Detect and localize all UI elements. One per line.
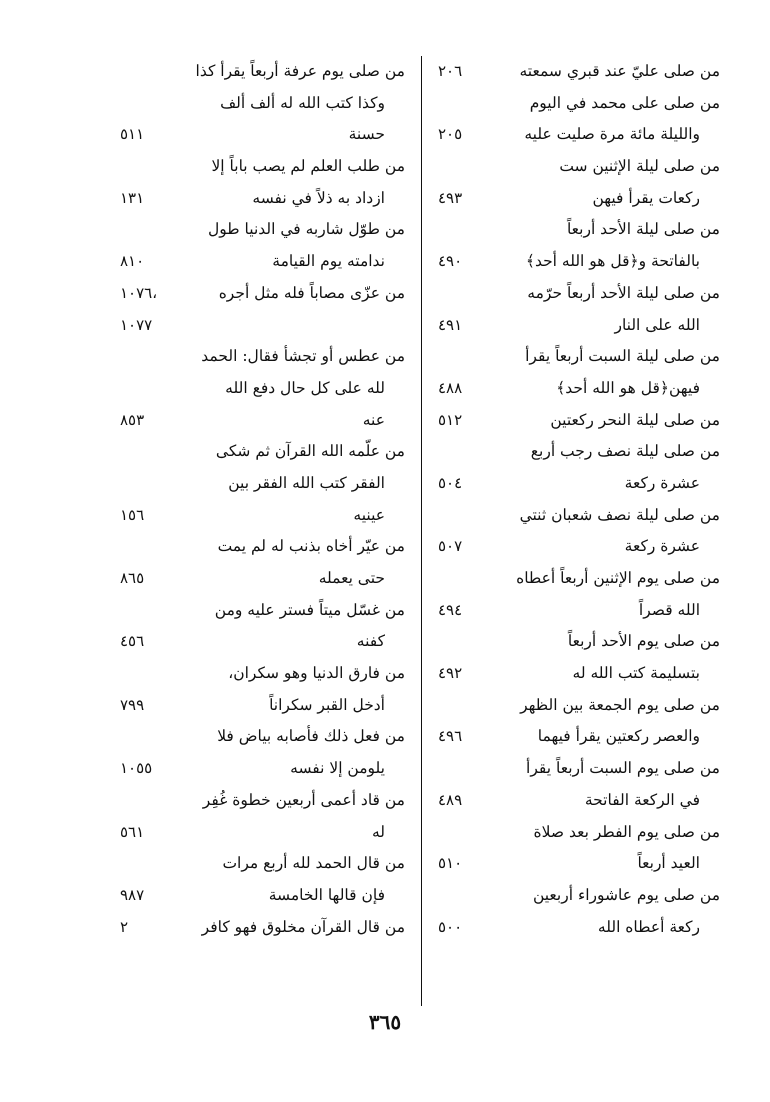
index-entry-line: [438, 721, 720, 753]
index-entry-line: [438, 785, 720, 817]
index-entry-line: [120, 817, 405, 849]
entry-text: حسنة: [348, 125, 385, 144]
entry-page-ref: ٥٠٧: [438, 537, 463, 556]
index-entry-line: [120, 119, 405, 151]
index-entry-line: [438, 753, 720, 785]
index-entry-line: [120, 436, 405, 468]
index-entry-line: [120, 595, 405, 627]
entry-text: من عزّى مصاباً فله مثل أجره: [218, 283, 405, 302]
entry-text: من صلى ليلة الأحد أربعاً: [566, 220, 720, 239]
entry-page-ref: ١٠٥٥: [120, 759, 153, 778]
entry-text: ركعات يقرأ فيهن: [592, 188, 700, 207]
index-entry-line: [438, 310, 720, 342]
page-number: ٣٦٥: [368, 1010, 402, 1034]
entry-page-ref: ٨٦٥: [120, 569, 145, 587]
entry-text: لله على كل حال دفع الله: [225, 378, 385, 397]
entry-text: من صلى يوم الإثنين أربعاً أعطاه: [516, 569, 720, 587]
entry-page-ref: ٢٠٥: [438, 125, 463, 144]
index-entry-line: [438, 88, 720, 120]
entry-page-ref: ٤٨٨: [438, 378, 463, 397]
entry-text: من صلى يوم عاشوراء أربعين: [532, 885, 720, 904]
index-entry-line: [438, 341, 720, 373]
index-entry-line: [120, 341, 405, 373]
entry-text: الفقر كتب الله الفقر بين: [228, 473, 385, 492]
entry-page-ref: ٤٩٢: [438, 664, 463, 683]
index-entry-line: [438, 817, 720, 849]
index-entry-line: [438, 912, 720, 944]
entry-text: بتسليمة كتب الله له: [572, 664, 700, 683]
column-divider: [421, 56, 422, 1006]
entry-text: من صلى يوم الفطر بعد صلاة: [533, 822, 720, 841]
entry-text: من طوّل شاربه في الدنيا طول: [208, 220, 405, 239]
entry-text: من علّمه الله القرآن ثم شكى: [215, 442, 405, 461]
index-entry-line: [438, 56, 720, 88]
entry-page-ref: ١٠٧٧: [120, 315, 153, 334]
index-entry-line: [438, 246, 720, 278]
entry-text: فإن قالها الخامسة: [268, 885, 385, 904]
index-entry-line: [438, 848, 720, 880]
index-entry-line: [120, 531, 405, 563]
entry-text: ازداد به ذلاً في نفسه: [252, 188, 385, 207]
index-entry-line: [438, 405, 720, 437]
index-entry-line: [120, 405, 405, 437]
entry-text: من صلى يوم عرفة أربعاً يقرأ كذا: [195, 62, 405, 80]
entry-text: يلومن إلا نفسه: [290, 759, 385, 778]
index-entry-line: [438, 119, 720, 151]
entry-text: عنه: [362, 410, 385, 429]
entry-page-ref: ٨٥٣: [120, 410, 145, 429]
entry-text: من صلى ليلة النحر ركعتين: [550, 410, 720, 429]
entry-text: من طلب العلم لم يصب باباً إلا: [211, 157, 405, 176]
entry-text: الله قصراً: [638, 600, 700, 619]
index-entry-line: [438, 658, 720, 690]
index-entry-line: [438, 531, 720, 563]
index-entry-line: [438, 880, 720, 912]
entry-text: كفنه: [356, 632, 385, 651]
entry-page-ref: ٤٩٦: [438, 727, 463, 746]
entry-text: ركعة أعطاه الله: [597, 917, 700, 936]
entry-text: من صلى على محمد في اليوم: [529, 93, 720, 112]
entry-page-ref: ٩٨٧: [120, 885, 145, 904]
index-entry-line: [438, 151, 720, 183]
entry-text: من قال القرآن مخلوق فهو كافر: [201, 917, 405, 936]
index-entry-line: [120, 912, 405, 944]
index-entry-line: [438, 595, 720, 627]
entry-text: الله على النار: [614, 315, 700, 334]
index-entry-line: [120, 500, 405, 532]
entry-text: من فعل ذلك فأصابه بياض فلا: [217, 727, 405, 746]
entry-page-ref: ٥١٠: [438, 854, 463, 873]
entry-text: من صلى ليلة الأحد أربعاً حرّمه: [527, 283, 720, 302]
entry-text: من صلى ليلة نصف رجب أربع: [530, 442, 720, 461]
index-entry-line: [438, 626, 720, 658]
entry-text: من صلى يوم الأحد أربعاً: [567, 632, 720, 651]
index-entry-line: [438, 214, 720, 246]
index-entry-line: [438, 690, 720, 722]
entry-text: العيد أربعاً: [637, 854, 700, 873]
entry-page-ref: ٤٩٤: [438, 600, 463, 619]
entry-text: من صلى يوم الجمعة بين الظهر: [520, 695, 720, 714]
left-column: [120, 56, 405, 943]
entry-text: وكذا كتب الله له ألف ألف: [220, 93, 385, 112]
entry-page-ref: ٢٠٦: [438, 62, 463, 80]
entry-text: في الركعة الفاتحة: [584, 790, 700, 809]
index-entry-line: [120, 468, 405, 500]
entry-page-ref: ١٠٧٦،: [120, 283, 158, 302]
index-entry-line: [120, 373, 405, 405]
index-entry-line: [120, 88, 405, 120]
entry-page-ref: ٤٩١: [438, 315, 463, 334]
index-entry-line: [120, 563, 405, 595]
index-entry-line: [438, 278, 720, 310]
index-entry-line: [438, 500, 720, 532]
entry-page-ref: ٤٨٩: [438, 790, 463, 809]
index-entry-line: [120, 626, 405, 658]
entry-text: من عيّر أخاه بذنب له لم يمت: [217, 537, 405, 556]
entry-page-ref: ١٣١: [120, 188, 145, 207]
index-entry-line: [120, 151, 405, 183]
entry-text: ندامته يوم القيامة: [272, 252, 385, 271]
index-entry-line: [120, 721, 405, 753]
index-entry-line: [438, 373, 720, 405]
index-entry-line: [120, 753, 405, 785]
index-entry-line: [120, 56, 405, 88]
entry-text: أدخل القبر سكراناً: [269, 695, 385, 714]
entry-text: من صلى ليلة الإثنين ست: [559, 157, 720, 176]
entry-text: له: [371, 822, 385, 841]
entry-page-ref: ٥٦١: [120, 822, 145, 841]
index-entry-line: [438, 563, 720, 595]
entry-page-ref: ٥٠٤: [438, 473, 463, 492]
entry-text: والعصر ركعتين يقرأ فيهما: [537, 727, 700, 746]
entry-text: من غسّل ميتاً فستر عليه ومن: [214, 600, 405, 619]
entry-text: من فارق الدنيا وهو سكران،: [228, 664, 405, 683]
entry-text: من صلى عليّ عند قبري سمعته: [519, 62, 720, 80]
right-column: [438, 56, 720, 943]
entry-page-ref: ١٥٦: [120, 505, 145, 524]
entry-text: حتى يعمله: [318, 569, 385, 587]
entry-text: من صلى يوم السبت أربعاً يقرأ: [526, 759, 720, 778]
index-entry-line: [120, 690, 405, 722]
entry-text: من عطس أو تجشأ فقال: الحمد: [201, 347, 405, 366]
entry-page-ref: ٢: [120, 917, 129, 936]
index-entry-line: [120, 785, 405, 817]
index-entry-line: [120, 246, 405, 278]
entry-page-ref: ٧٩٩: [120, 695, 145, 714]
index-entry-line: [438, 436, 720, 468]
entry-page-ref: ٤٥٦: [120, 632, 145, 651]
entry-text: من قال الحمد لله أربع مرات: [222, 854, 405, 873]
entry-page-ref: ٨١٠: [120, 252, 145, 271]
index-entry-line: [438, 468, 720, 500]
index-entry-line: [438, 183, 720, 215]
entry-text: فيهن﴿قل هو الله أحد﴾: [556, 378, 700, 397]
index-entry-line: [120, 658, 405, 690]
entry-page-ref: ٤٩٠: [438, 252, 463, 271]
entry-text: عينيه: [353, 505, 385, 524]
entry-text: عشرة ركعة: [624, 473, 700, 492]
entry-text: من صلى ليلة السبت أربعاً يقرأ: [525, 347, 720, 366]
index-entry-line: [120, 880, 405, 912]
entry-text: بالفاتحة و﴿قل هو الله أحد﴾: [525, 252, 700, 271]
index-entry-line: [120, 278, 405, 310]
entry-text: من قاد أعمى أربعين خطوة غُفِر: [202, 790, 405, 809]
entry-text: عشرة ركعة: [624, 537, 700, 556]
index-entry-line: [120, 848, 405, 880]
entry-page-ref: ٥٠٠: [438, 917, 463, 936]
entry-page-ref: ٥١١: [120, 125, 145, 144]
entry-page-ref: ٥١٢: [438, 410, 463, 429]
index-entry-line: [120, 310, 405, 342]
index-entry-line: [120, 214, 405, 246]
index-entry-line: [120, 183, 405, 215]
entry-page-ref: ٤٩٣: [438, 188, 463, 207]
entry-text: من صلى ليلة نصف شعبان ثنتي: [519, 505, 720, 524]
entry-text: والليلة مائة مرة صليت عليه: [524, 125, 700, 144]
